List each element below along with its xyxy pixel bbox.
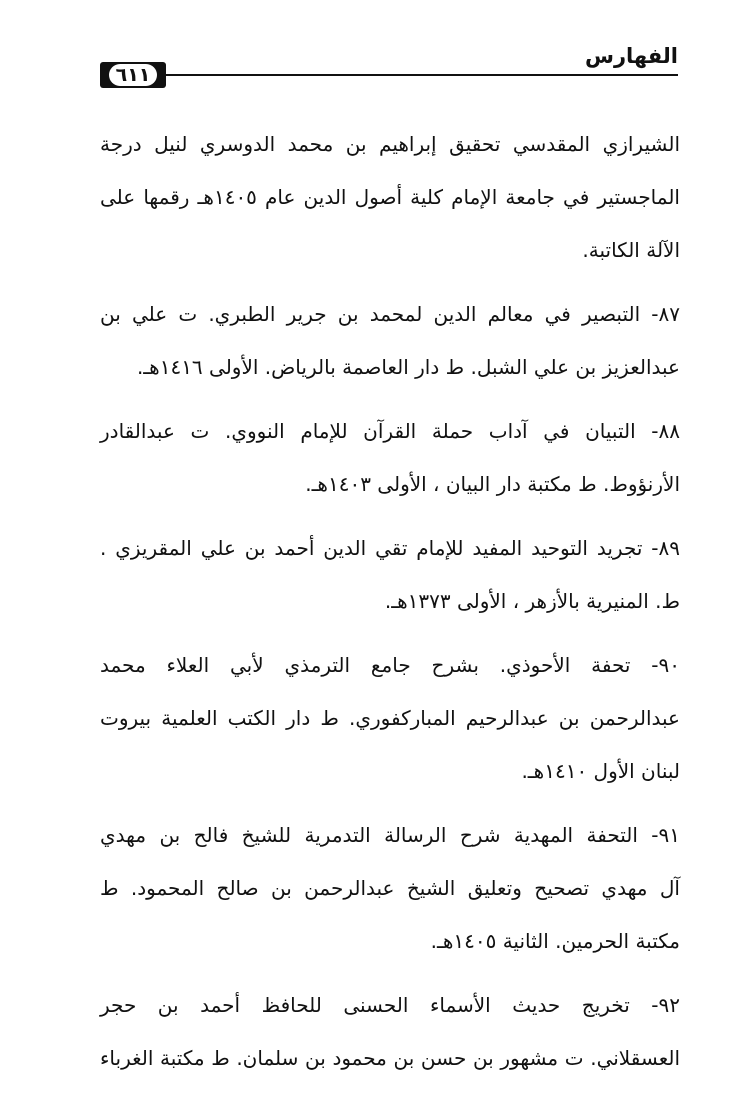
section-title: الفهارس [584,44,678,68]
entry-line: عبدالرحمن بن عبدالرحيم المباركفوري. ط دار الكتب العلمية بيروت [100,706,680,730]
index-entry-92 [100,979,680,1085]
entry-line: ٨٩- تجريد التوحيد المفيد للإمام تقي الدين أحمد بن علي المقريزي . [100,536,680,560]
entry-line: ٩٠- تحفة الأحوذي. بشرح جامع الترمذي لأبي العلاء محمد [100,653,680,677]
entry-line: ٩١- التحفة المهدية شرح الرسالة التدمرية للشيخ فالح بن مهدي [100,823,680,847]
entry-line: مكتبة الحرمين. الثانية ١٤٠٥هـ. [430,929,680,953]
index-entry-88 [100,405,680,511]
entry-line: عبدالعزيز بن علي الشبل. ط دار العاصمة بالرياض. الأولى ١٤١٦هـ. [136,355,680,379]
entry-line: آل مهدي تصحيح وتعليق الشيخ عبدالرحمن بن صالح المحمود. ط [100,876,680,900]
index-entry-91 [100,809,680,968]
entry-line: لبنان الأول ١٤١٠هـ. [521,759,680,783]
header-rule [166,74,678,76]
entry-line: الأرنؤوط. ط مكتبة دار البيان ، الأولى ١٤٠٣هـ. [305,472,680,496]
entry-line: الماجستير في جامعة الإمام كلية أصول الدين عام ١٤٠٥هـ رقمها على [100,185,680,209]
index-entries [100,118,680,1096]
page-header [96,42,678,92]
index-entry-89 [100,522,680,628]
entry-line: الشيرازي المقدسي تحقيق إبراهيم بن محمد الدوسري لنيل درجة [100,132,680,156]
index-entry-87 [100,288,680,394]
entry-line: العسقلاني. ت مشهور بن حسن بن محمود بن سلمان. ط مكتبة الغرباء [100,1046,680,1070]
entry-line: الآلة الكاتبة. [582,238,680,262]
index-entry-continuation [100,118,680,277]
entry-line: ٩٢- تخريج حديث الأسماء الحسنى للحافظ أحمد بن حجر [100,993,680,1017]
page-number-frame [100,62,166,88]
entry-line: ٨٧- التبصير في معالم الدين لمحمد بن جرير الطبري. ت علي بن [100,302,680,326]
entry-line: ط. المنيرية بالأزهر ، الأولى ١٣٧٣هـ. [384,589,680,613]
entry-line: ٨٨- التبيان في آداب حملة القرآن للإمام النووي. ت عبدالقادر [100,419,680,443]
index-entry-90 [100,639,680,798]
page-number: ٦١١ [109,64,157,86]
